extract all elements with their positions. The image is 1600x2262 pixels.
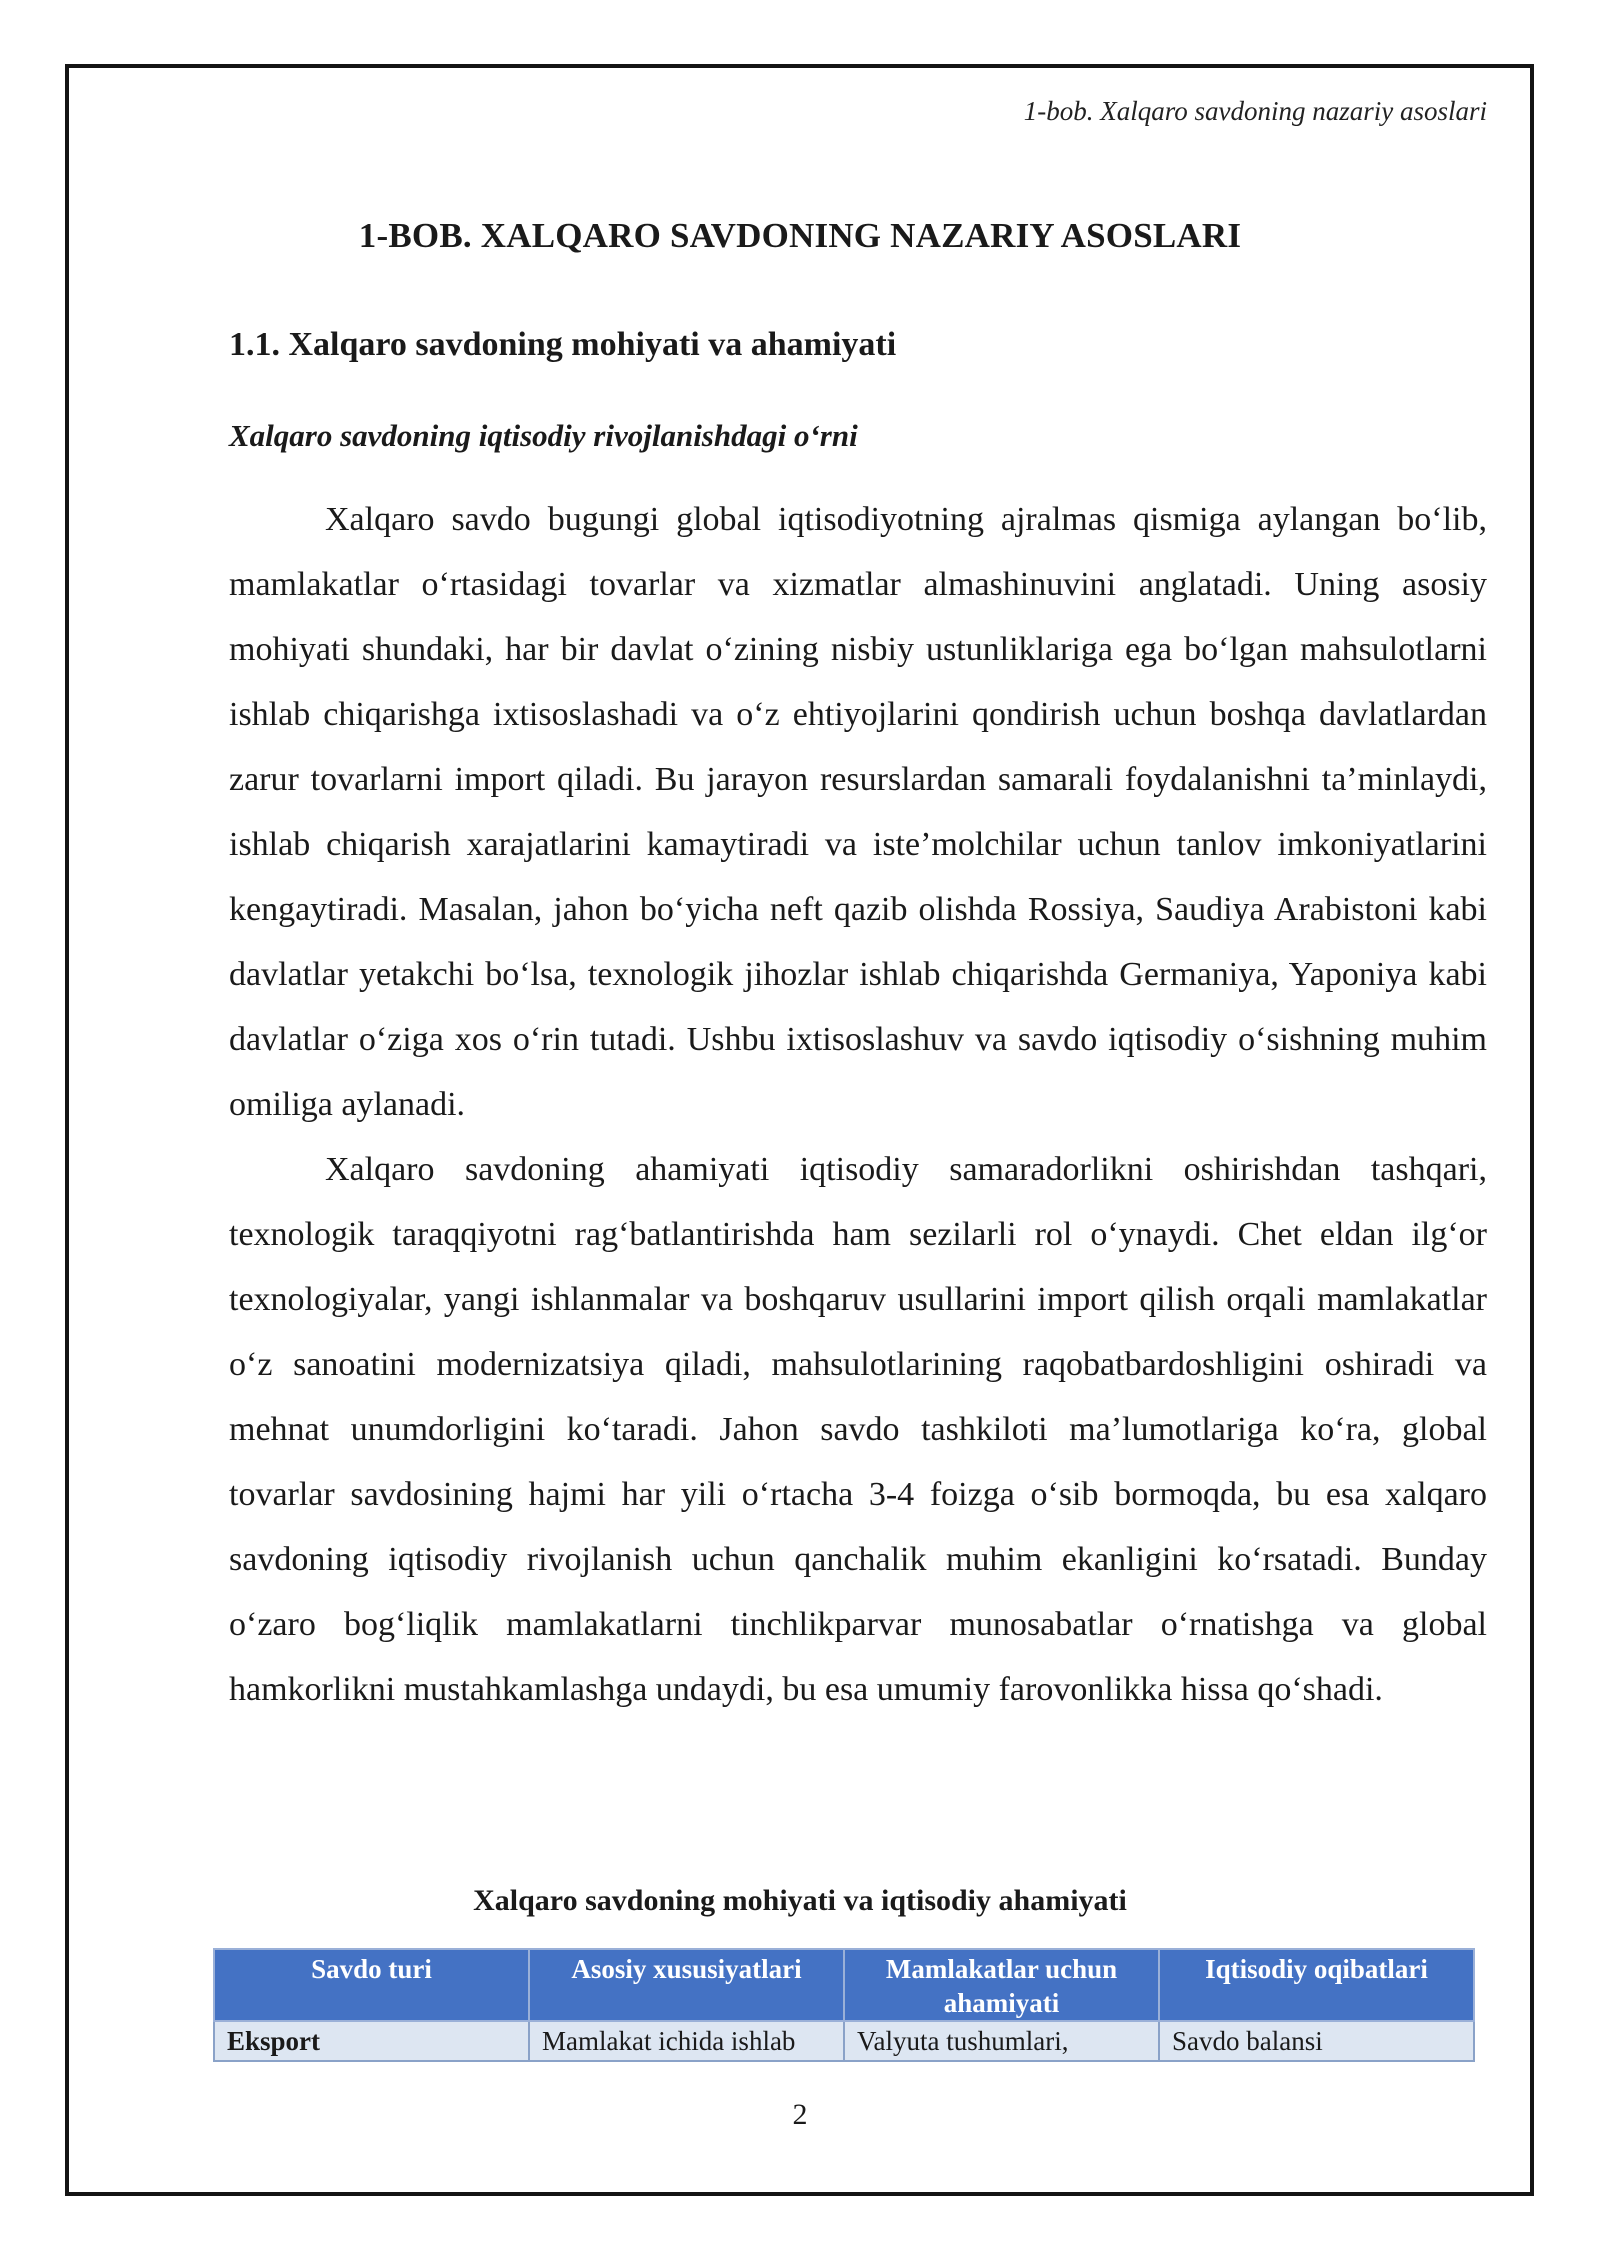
chapter-title: 1-BOB. XALQARO SAVDONING NAZARIY ASOSLARI (358, 216, 1242, 255)
running-header: 1-bob. Xalqaro savdoning nazariy asoslari (1023, 96, 1487, 126)
subsection-title: Xalqaro savdoning iqtisodiy rivojlanishdagi o‘rni (229, 418, 858, 453)
table-header-cell: Savdo turi (214, 1949, 529, 2021)
trade-types-table (213, 1948, 1475, 2062)
table-header-row (214, 1949, 1474, 2021)
table-header-cell: Mamlakatlar uchun ahamiyati (844, 1949, 1159, 2021)
table-header-cell: Iqtisodiy oqibatlari (1159, 1949, 1474, 2021)
table-cell: Savdo balansi (1159, 2021, 1474, 2061)
table-row (214, 2021, 1474, 2061)
table-cell: Eksport (214, 2021, 529, 2061)
table-cell: Mamlakat ichida ishlab (529, 2021, 844, 2061)
page-number: 2 (792, 2098, 808, 2131)
table-cell: Valyuta tushumlari, (844, 2021, 1159, 2061)
table-header-cell: Asosiy xususiyatlari (529, 1949, 844, 2021)
body-paragraph: Xalqaro savdoning ahamiyati iqtisodiy samaradorlikni oshirishdan tashqari, texnologik taraqqiyotni rag‘batlantirishda ham sezilarli rol o‘ynaydi. Chet eldan ilg‘or texnologiyalar, yangi ishlanmalar va boshqaruv usullarini import qilish orqali mamlakatlar o‘z sanoatini modernizatsiya qiladi, mahsulotlarining raqobatbardoshligini oshiradi va mehnat unumdorligini ko‘taradi. Jahon savdo tashkiloti ma’lumotlariga ko‘ra, global tovarlar savdosining hajmi har yili o‘rtacha 3-4 foizga o‘sib bormoqda, bu esa xalqaro savdoning iqtisodiy rivojlanish uchun qanchalik muhim ekanligini ko‘rsatadi. Bunday o‘zaro bog‘liqlik mamlakatlarni tinchlikparvar munosabatlar o‘rnatishga va global hamkorlikni mustahkamlashga undaydi, bu esa umumiy farovonlikka hissa qo‘shadi. (229, 1151, 1487, 1708)
body-text (229, 487, 1487, 1722)
table-caption: Xalqaro savdoning mohiyati va iqtisodiy ahamiyati (473, 1884, 1127, 1917)
section-title: 1.1. Xalqaro savdoning mohiyati va ahamiyati (229, 326, 897, 363)
body-paragraph: Xalqaro savdo bugungi global iqtisodiyotning ajralmas qismiga aylangan bo‘lib, mamlakatlar o‘rtasidagi tovarlar va xizmatlar almashinuvini anglatadi. Uning asosiy mohiyati shundaki, har bir davlat o‘zining nisbiy ustunliklariga ega bo‘lgan mahsulotlarni ishlab chiqarishga ixtisoslashadi va o‘z ehtiyojlarini qondirish uchun boshqa davlatlardan zarur tovarlarni import qiladi. Bu jarayon resurslardan samarali foydalanishni ta’minlaydi, ishlab chiqarish xarajatlarini kamaytiradi va iste’molchilar uchun tanlov imkoniyatlarini kengaytiradi. Masalan, jahon bo‘yicha neft qazib olishda Rossiya, Saudiya Arabistoni kabi davlatlar yetakchi bo‘lsa, texnologik jihozlar ishlab chiqarishda Germaniya, Yaponiya kabi davlatlar o‘ziga xos o‘rin tutadi. Ushbu ixtisoslashuv va savdo iqtisodiy o‘sishning muhim omiliga aylanadi. (229, 501, 1487, 1123)
